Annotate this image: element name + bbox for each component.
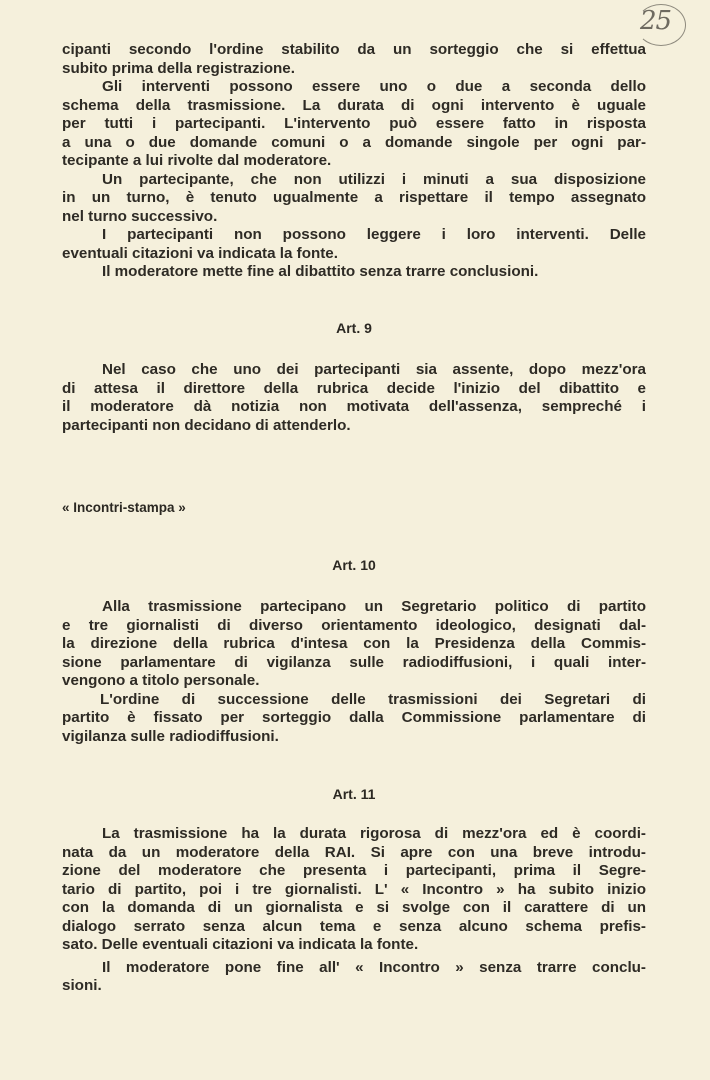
text-line: la direzione della rubrica d'intesa con la Presidenza della Commis- [62,635,646,652]
paragraph-block-4 [62,825,646,996]
paragraph-block-1 [62,41,646,282]
text-line: di attesa il direttore della rubrica decide l'inizio del dibattito e [62,379,646,397]
text-line: Il moderatore mette fine al dibattito senza trarre conclusioni. [102,263,539,280]
text-line: Nel caso che uno dei partecipanti sia assente, dopo mezz'ora [102,361,646,378]
text-line: nel turno successivo. [62,207,218,225]
text-line: sioni. [62,977,102,994]
text-line: Il moderatore pone fine all' « Incontro » senza trarre conclu- [102,958,646,976]
paragraph-block-2 [62,361,646,435]
paragraph-block-3 [62,598,646,746]
text-line: con la domanda di un giornalista e si svolge con il carattere di un [62,899,646,916]
article-heading-9: Art. 9 [336,320,372,336]
text-line: dialogo serrato senza alcun tema e senza alcuno schema prefis- [62,917,646,935]
text-line: La trasmissione ha la durata rigorosa di mezz'ora ed è coordi- [102,825,646,842]
text-line: e tre giornalisti di diverso orientamento ideologico, designati dal- [62,616,646,634]
text-line: tecipante a lui rivolte dal moderatore. [62,152,332,169]
text-line: eventuali citazioni va indicata la fonte. [62,244,338,262]
text-line: vigilanza sulle radiodiffusioni. [62,727,279,745]
text-line: Alla trasmissione partecipano un Segretario politico di partito [102,598,646,615]
article-heading-10: Art. 10 [332,557,376,573]
text-line: sato. Delle eventuali citazioni va indicata la fonte. [62,936,419,953]
section-title: « Incontri-stampa » [62,500,186,515]
text-line: I partecipanti non possono leggere i loro interventi. Delle [102,226,646,243]
text-line: a una o due domande comuni o a domande singole per ogni par- [62,133,646,151]
text-line: zione del moderatore che presenta i partecipanti, prima il Segre- [62,862,646,879]
text-line: nata da un moderatore della RAI. Si apre con una breve introdu- [62,843,646,861]
article-heading-11: Art. 11 [332,786,376,802]
text-line: Gli interventi possono essere uno o due a seconda dello [102,78,646,95]
text-line: per tutti i partecipanti. L'intervento può essere fatto in risposta [62,115,646,132]
text-line: subito prima della registrazione. [62,59,295,77]
text-line: partecipanti non decidano di attenderlo. [62,416,351,434]
text-line: in un turno, è tenuto ugualmente a rispettare il tempo assegnato [62,189,646,206]
page-number: 25 [640,6,672,36]
text-line: tario di partito, poi i tre giornalisti. L' « Incontro » ha subito inizio [62,880,646,898]
text-line: L'ordine di successione delle trasmissioni dei Segretari di [100,690,646,708]
text-line: vengono a titolo personale. [62,672,260,689]
text-line: partito è fissato per sorteggio dalla Commissione parlamentare di [62,709,646,726]
text-line: Un partecipante, che non utilizzi i minuti a sua disposizione [102,170,646,188]
text-line: cipanti secondo l'ordine stabilito da un sorteggio che si effettua [62,41,646,58]
text-line: sione parlamentare di vigilanza sulle radiodiffusioni, i quali inter- [62,653,646,671]
text-line: il moderatore dà notizia non motivata dell'assenza, sempreché i [62,398,646,415]
text-line: schema della trasmissione. La durata di ogni intervento è uguale [62,96,646,114]
